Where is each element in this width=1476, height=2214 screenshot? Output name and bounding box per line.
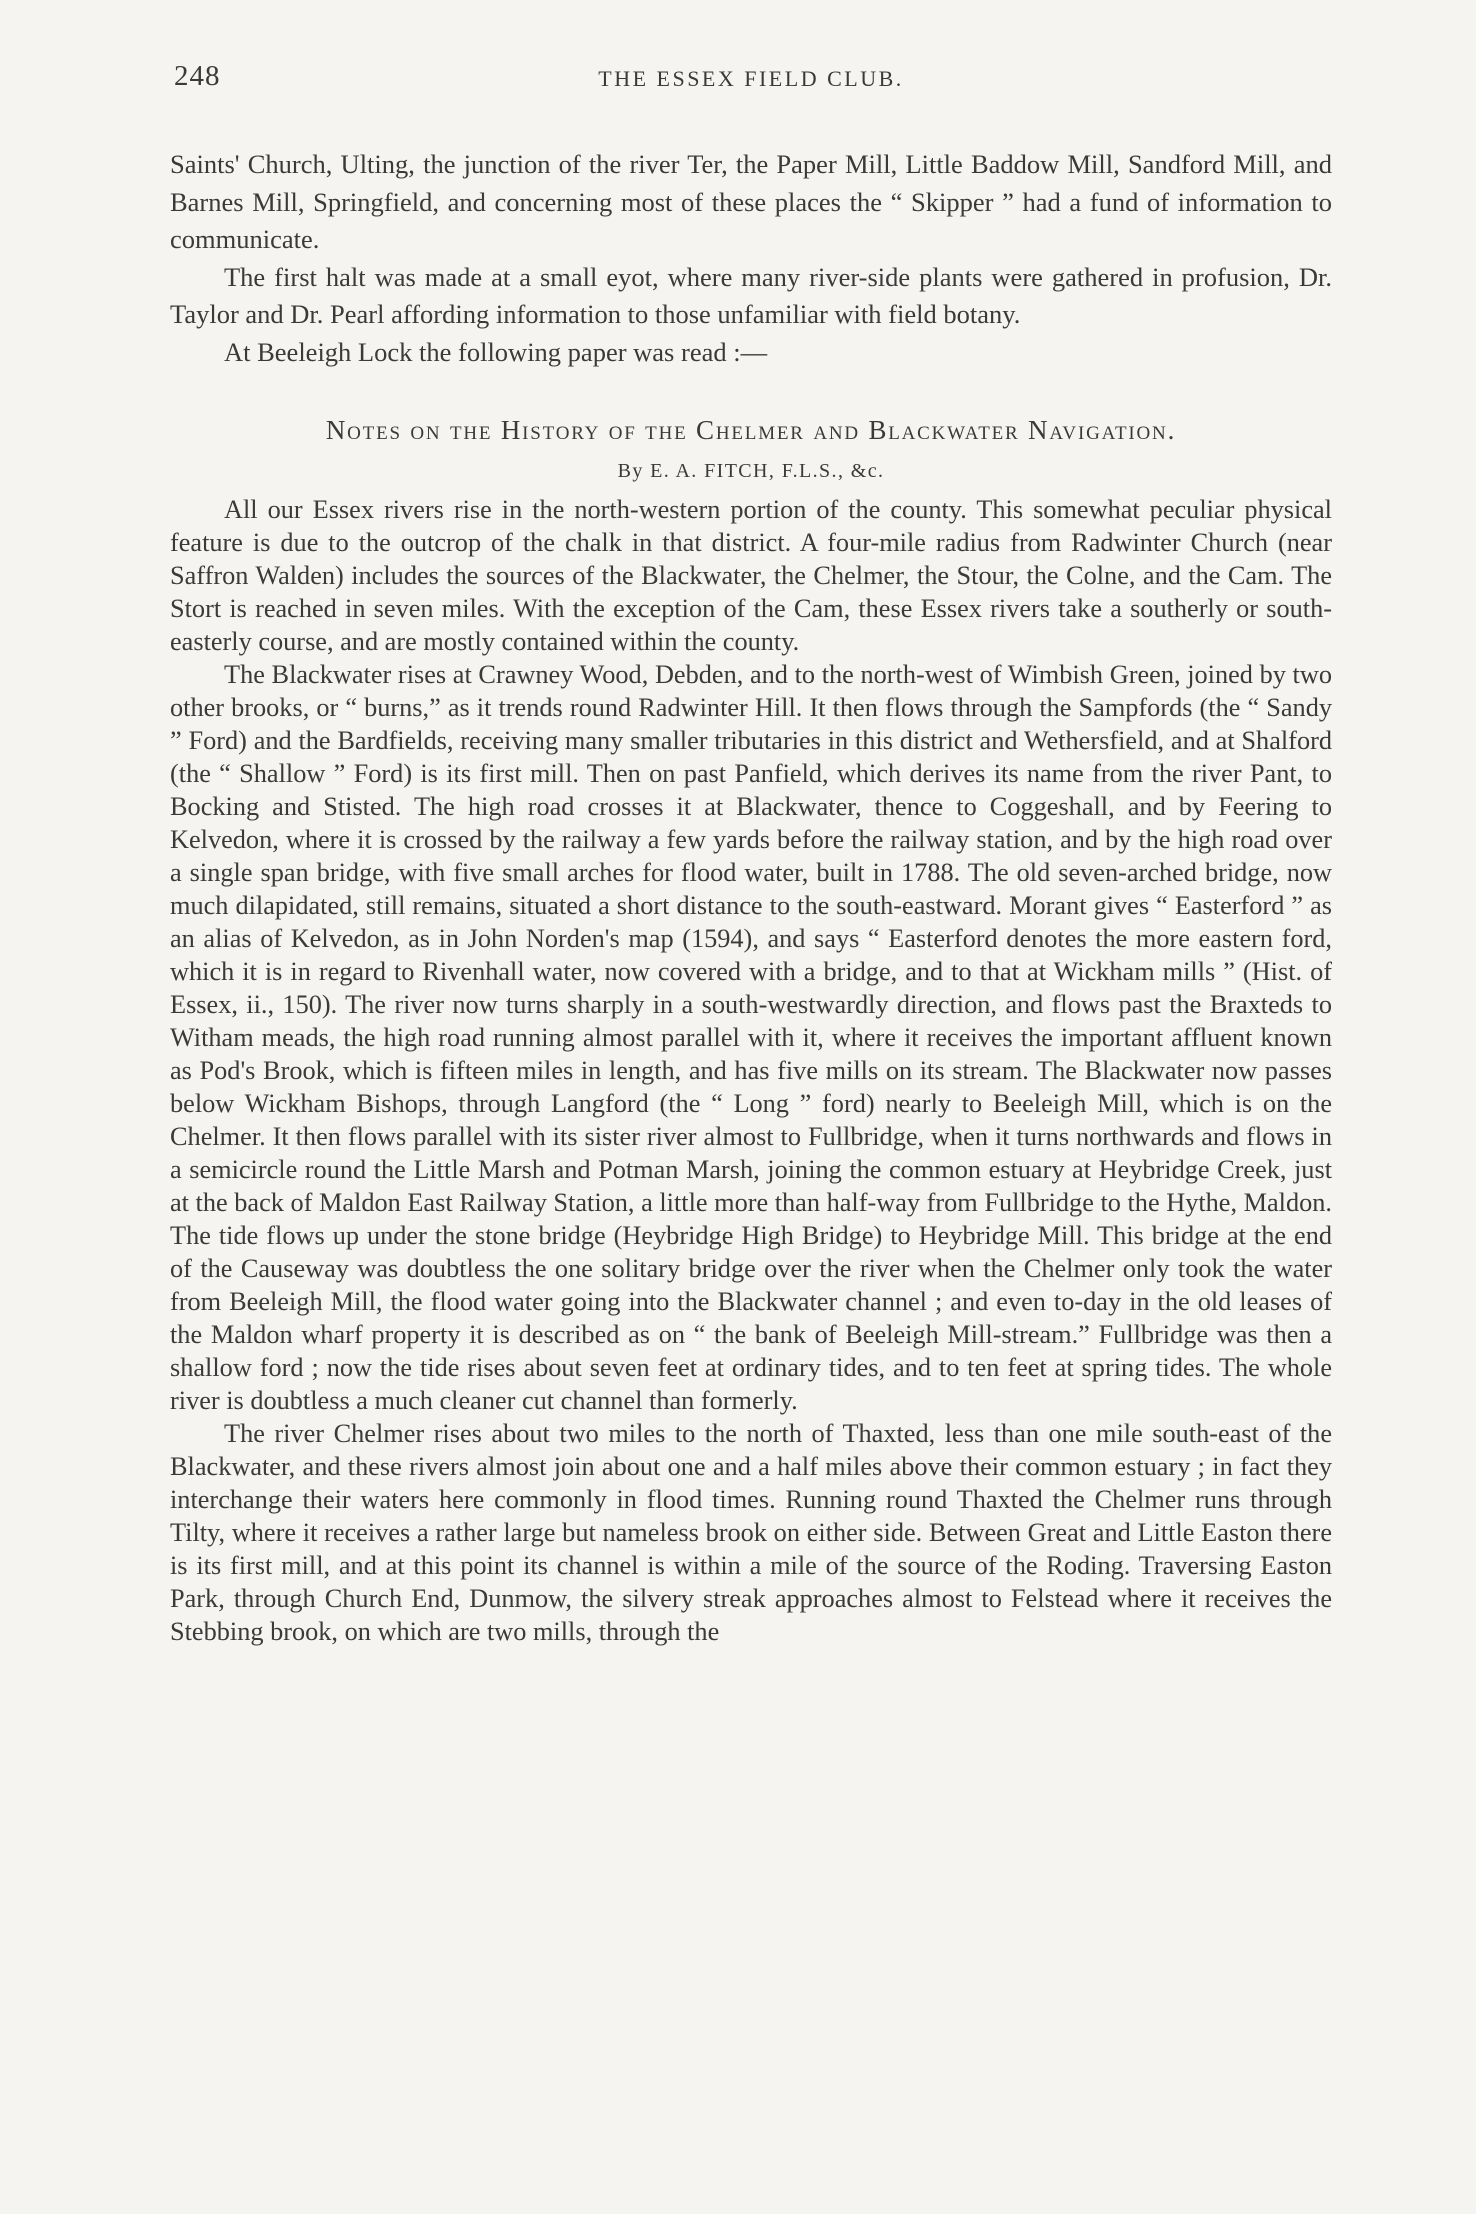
article-body xyxy=(170,493,1332,1648)
book-page xyxy=(170,58,1332,1648)
article-paragraph-2: The Blackwater rises at Crawney Wood, Debden, and to the north-west of Wimbish Green, joined by two other brooks, or “ burns,” as it trends round Radwinter Hill. It then flows through the Sampfords (the “ Sandy ” Ford) and the Bardfields, receiving many smaller tributaries in this district and Wethersfield, and at Shalford (the “ Shallow ” Ford) is its first mill. Then on past Panfield, which derives its name from the river Pant, to Bocking and Stisted. The high road crosses it at Blackwater, thence to Coggeshall, and by Feering to Kelvedon, where it is crossed by the railway a few yards before the railway station, and by the high road over a single span bridge, with five small arches for flood water, built in 1788. The old seven-arched bridge, now much dilapidated, still remains, situated a short distance to the south-eastward. Morant gives “ Easterford ” as an alias of Kelvedon, as in John Norden's map (1594), and says “ Easterford denotes the more eastern ford, which it is in regard to Rivenhall water, now covered with a bridge, and to that at Wickham mills ” (Hist. of Essex, ii., 150). The river now turns sharply in a south-westwardly direction, and flows past the Braxteds to Witham meads, the high road running almost parallel with it, where it receives the important affluent known as Pod's Brook, which is fifteen miles in length, and has five mills on its stream. The Blackwater now passes below Wickham Bishops, through Langford (the “ Long ” ford) nearly to Beeleigh Mill, which is on the Chelmer. It then flows parallel with its sister river almost to Fullbridge, when it turns northwards and flows in a semicircle round the Little Marsh and Potman Marsh, joining the common estuary at Heybridge Creek, just at the back of Maldon East Railway Station, a little more than half-way from Fullbridge to the Hythe, Maldon. The tide flows up under the stone bridge (Heybridge High Bridge) to Heybridge Mill. This bridge at the end of the Causeway was doubtless the one solitary bridge over the river when the Chelmer only took the water from Beeleigh Mill, the flood water going into the Blackwater channel ; and even to-day in the old leases of the Maldon wharf property it is described as on “ the bank of Beeleigh Mill-stream.” Fullbridge was then a shallow ford ; now the tide rises about seven feet at ordinary tides, and to ten feet at spring tides. The whole river is doubtless a much cleaner cut channel than formerly. xyxy=(170,660,1332,1415)
running-head: THE ESSEX FIELD CLUB. xyxy=(598,66,904,91)
intro-paragraph-3: At Beeleigh Lock the following paper was read :— xyxy=(224,336,768,367)
page-number: 248 xyxy=(174,60,221,92)
intro-text xyxy=(170,146,1332,371)
article-byline: By E. A. FITCH, F.L.S., &c. xyxy=(617,460,885,482)
article-paragraph-3: The river Chelmer rises about two miles to the north of Thaxted, less than one mile south-east of the Blackwater, and these rivers almost join about one and a half miles above their common estuary ; in fact they interchange their waters here commonly in flood times. Running round Thaxted the Chelmer runs through Tilty, where it receives a rather large but nameless brook on either side. Between Great and Little Easton there is its first mill, and at this point its channel is within a mile of the source of the Roding. Traversing Easton Park, through Church End, Dunmow, the silvery streak approaches almost to Felstead where it receives the Stebbing brook, on which are two mills, through the xyxy=(170,1419,1332,1646)
intro-paragraph-1: Saints' Church, Ulting, the junction of the river Ter, the Paper Mill, Little Baddow Mill, Sandford Mill, and Barnes Mill, Springfield, and concerning most of these places the “ Skipper ” had a fund of information to communicate. xyxy=(170,149,1332,254)
article-title: Notes on the History of the Chelmer and Blackwater Navigation. xyxy=(325,415,1177,445)
article-paragraph-1: All our Essex rivers rise in the north-western portion of the county. This somewhat peculiar physical feature is due to the outcrop of the chalk in that district. A four-mile radius from Radwinter Church (near Saffron Walden) includes the sources of the Blackwater, the Chelmer, the Stour, the Colne, and the Cam. The Stort is reached in seven miles. With the exception of the Cam, these Essex rivers take a southerly or south-easterly course, and are mostly contained within the county. xyxy=(170,495,1332,656)
page-header xyxy=(170,58,1332,102)
intro-paragraph-2: The first halt was made at a small eyot, where many river-side plants were gathered in profusion, Dr. Taylor and Dr. Pearl affording information to those unfamiliar with field botany. xyxy=(170,261,1332,329)
